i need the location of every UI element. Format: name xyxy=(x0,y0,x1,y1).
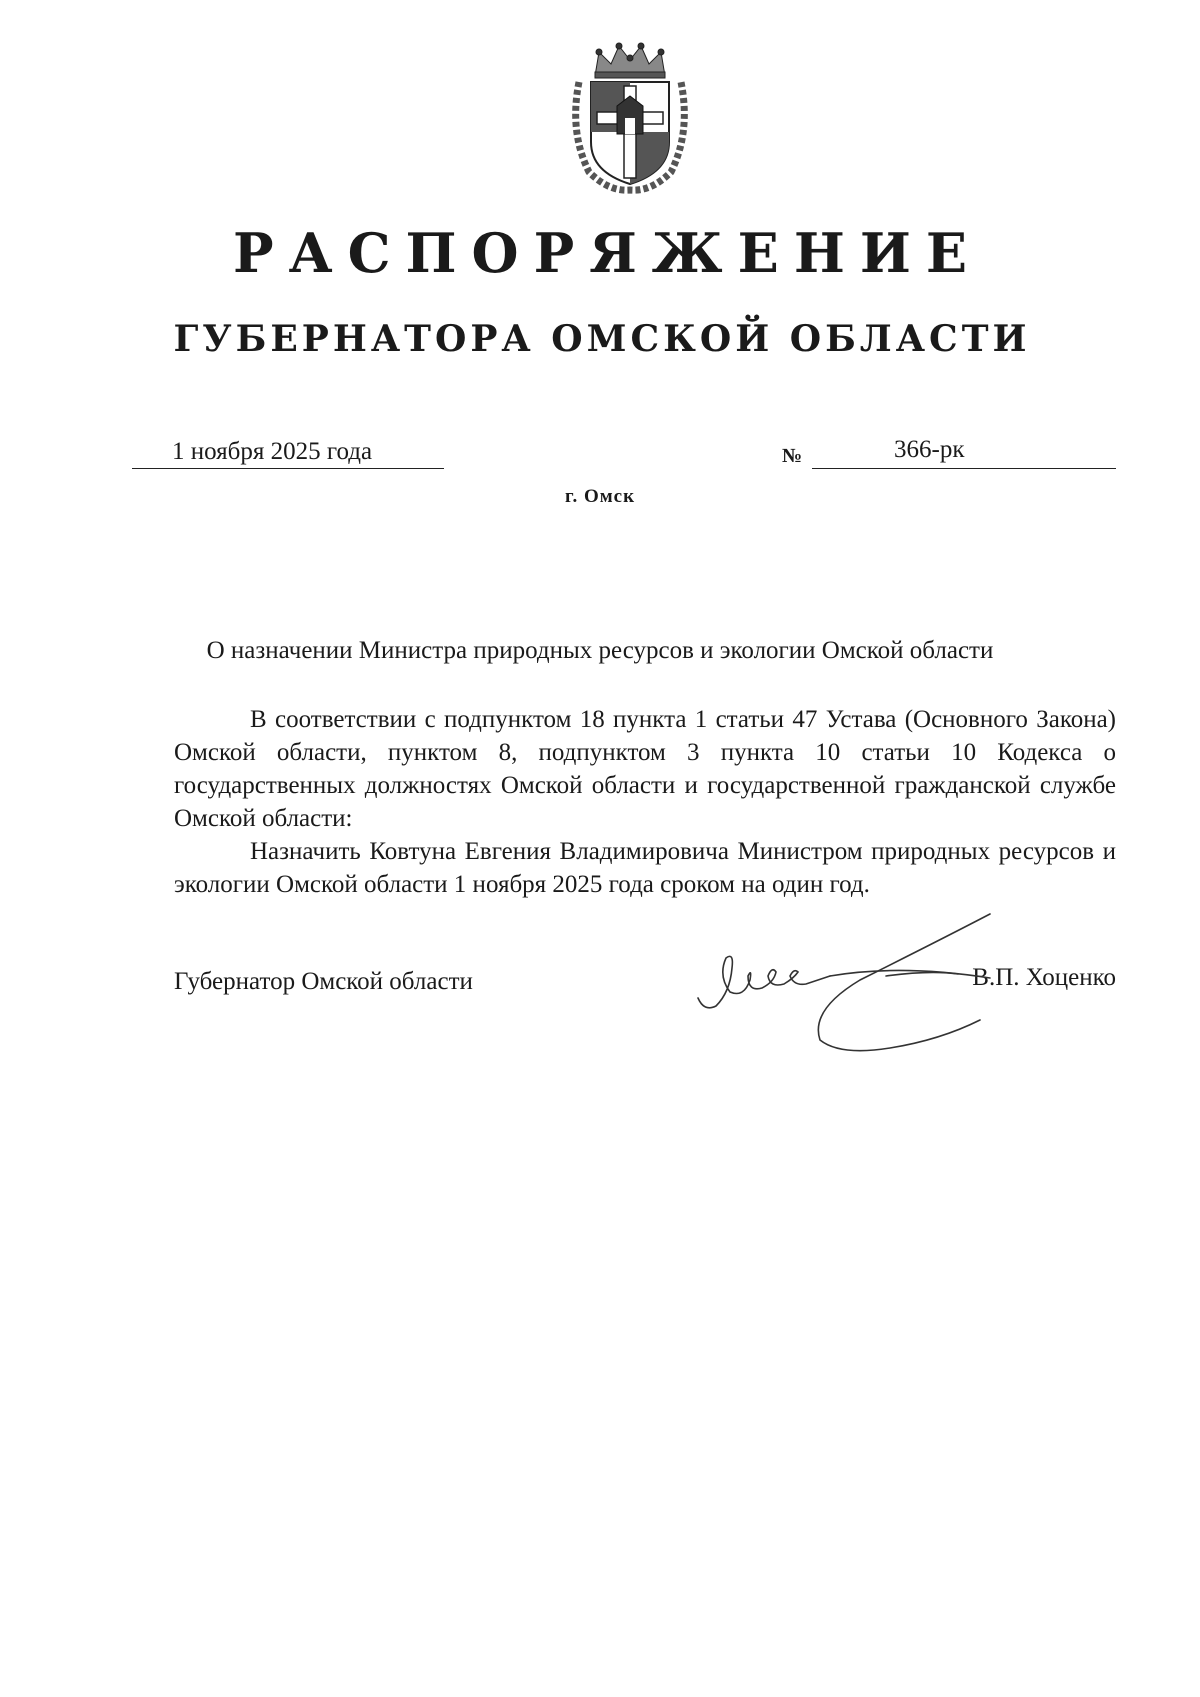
document-title: РАСПОРЯЖЕНИЕ xyxy=(232,221,983,285)
number-label: № xyxy=(782,445,803,467)
signatory-position: Губернатор Омской области xyxy=(174,968,473,995)
body-paragraph-1: В соответствии с подпунктом 18 пункта 1 статьи 47 Устава (Основного Закона) Омской области, пунктом 8, подпунктом 3 пункта 10 статьи 10 Кодекса о государственных должностях Омской области и государственной гражданской службе Омской области: xyxy=(174,706,1116,832)
document-subject: О назначении Министра природных ресурсов и экологии Омской области xyxy=(206,637,994,664)
document-number: 366-рк xyxy=(894,436,965,463)
handwritten-signature-icon xyxy=(690,880,1060,1055)
document-body xyxy=(174,703,1116,901)
coat-of-arms-icon xyxy=(569,42,691,194)
date-field xyxy=(132,436,444,469)
number-field xyxy=(812,436,1116,469)
city-label: г. Омск xyxy=(564,486,636,507)
document-date: 1 ноября 2025 года xyxy=(172,438,373,465)
document-subtitle: ГУБЕРНАТОРА ОМСКОЙ ОБЛАСТИ xyxy=(173,318,1031,360)
signatory-name: В.П. Хоценко xyxy=(972,964,1116,991)
body-paragraph-2: Назначить Ковтуна Евгения Владимировича Министром природных ресурсов и экологии Омской области 1 ноября 2025 года сроком на один год. xyxy=(174,838,1116,898)
